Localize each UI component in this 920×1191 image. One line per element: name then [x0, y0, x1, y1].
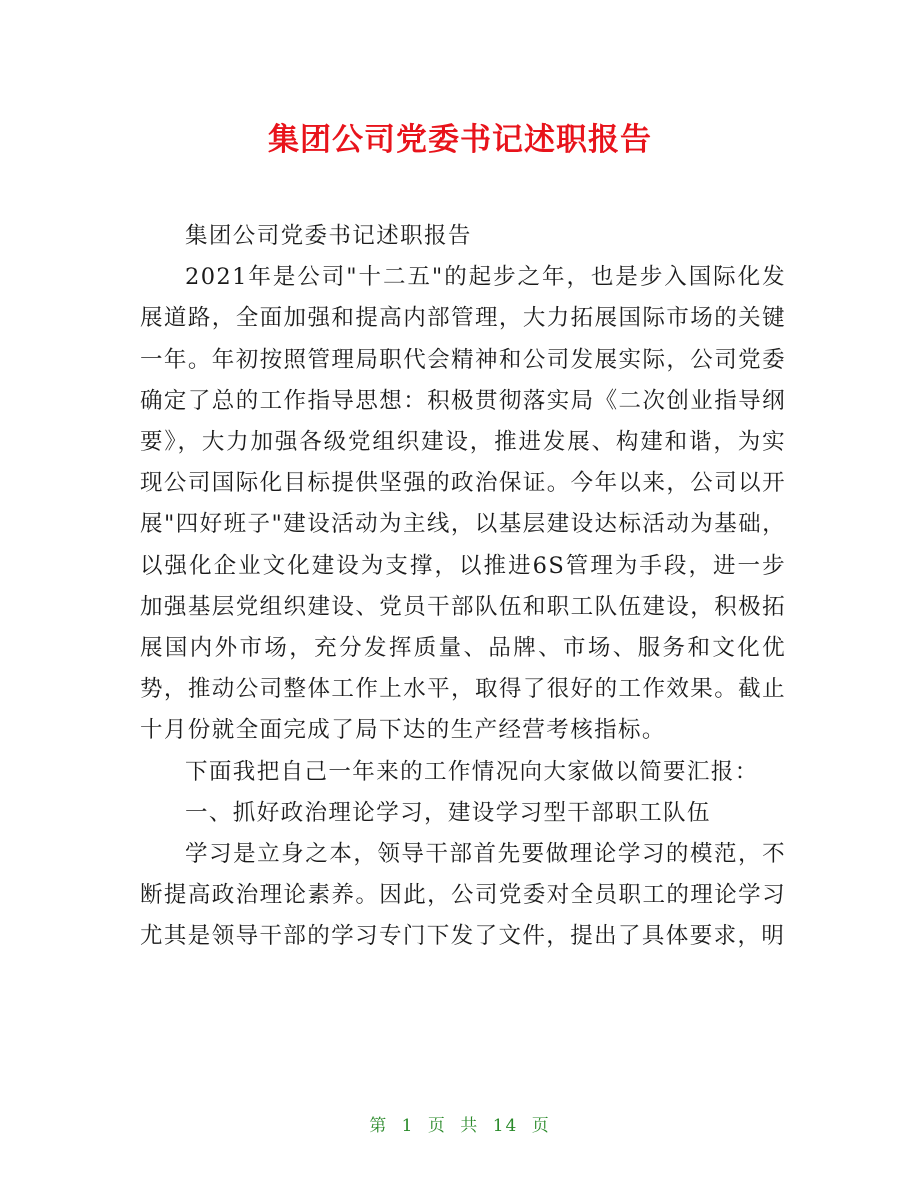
- paragraph-subtitle: 集团公司党委书记述职报告: [185, 223, 472, 249]
- document-title: 集团公司党委书记述职报告: [268, 122, 652, 158]
- document-body: [140, 216, 786, 958]
- section-heading-1: 一、抓好政治理论学习，建设学习型干部职工队伍: [185, 799, 711, 826]
- paragraph-study: 学习是立身之本，领导干部首先要做理论学习的模范，不断提高政治理论素养。因此，公司党委对全员职工的理论学习尤其是领导干部的学习专门下发了文件，提出了具体要求，明: [140, 841, 786, 950]
- paragraph-intro: 2021年是公司"十二五"的起步之年，也是步入国际化发展道路，全面加强和提高内部管理，大力拓展国际市场的关键一年。年初按照管理局职代会精神和公司发展实际，公司党委确定了总的工作指导思想：积极贯彻落实局《二次创业指导纲要》，大力加强各级党组织建设，推进发展、构建和谐，为实现公司国际化目标提供坚强的政治保证。今年以来，公司以开展"四好班子"建设活动为主线，以基层建设达标活动为基础，以强化企业文化建设为支撑，以推进6S管理为手段，进一步加强基层党组织建设、党员干部队伍和职工队伍建设，积极拓展国内外市场，充分发挥质量、品牌、市场、服务和文化优势，推动公司整体工作上水平，取得了很好的工作效果。截止十月份就全面完成了局下达的生产经营考核指标。: [140, 264, 786, 744]
- paragraph-report-lead: 下面我把自己一年来的工作情况向大家做以简要汇报：: [185, 758, 759, 785]
- page-number-footer: 第 1 页 共 14 页: [369, 1116, 551, 1136]
